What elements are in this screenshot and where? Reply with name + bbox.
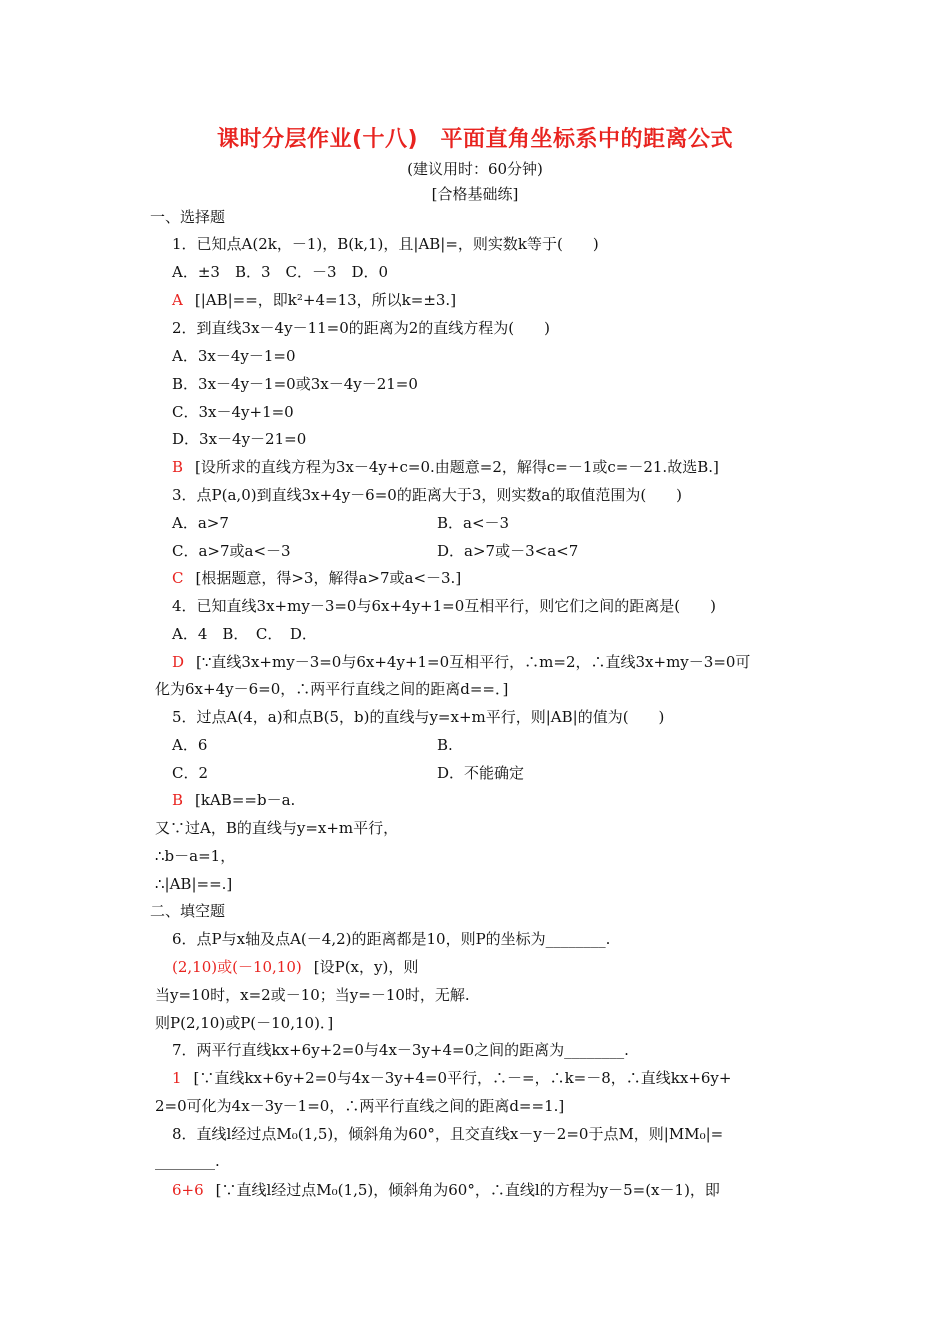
q1-solution-text: [|AB|==，即k²+4=13，所以k=±3.] xyxy=(194,291,457,309)
q7-solution-text-2: 2=0可化为4x－3y－1=0，∴两平行直线之间的距离d==1.] xyxy=(155,1097,565,1115)
q5-solution-text-3: ∴b－a=1， xyxy=(155,847,236,865)
q4-solution-text-1: [∵直线3x+my－3=0与6x+4y+1=0互相平行，∴m=2，∴直线3x+my－3=0可 xyxy=(196,653,751,671)
q2-option-d: D．3x－4y－21=0 xyxy=(172,430,307,448)
q3-solution-text: [根据题意，得>3，解得a>7或a<－3.] xyxy=(195,569,462,587)
q4-solution xyxy=(172,652,750,672)
part-heading-fill: 二、填空题 xyxy=(150,902,226,920)
q3-option-d: D．a>7或－3<a<7 xyxy=(437,542,579,560)
q8-stem-1: 8．直线l经过点M₀(1,5)，倾斜角为60°，且交直线x－y－2=0于点M，则|MM₀|= xyxy=(172,1125,724,1143)
q2-option-c: C．3x－4y+1=0 xyxy=(172,403,294,421)
q4-solution-text-2: 化为6x+4y－6=0，∴两平行直线之间的距离d==．] xyxy=(155,680,509,698)
q8-stem-2: ________. xyxy=(155,1152,220,1170)
q5-answer: B xyxy=(172,791,184,809)
q2-solution xyxy=(172,457,719,477)
q7-solution xyxy=(172,1068,731,1088)
q5-solution xyxy=(172,790,295,810)
q2-solution-text: [设所求的直线方程为3x－4y+c=0.由题意=2，解得c=－1或c=－21.故选B.] xyxy=(195,458,719,476)
q7-stem: 7．两平行直线kx+6y+2=0与4x－3y+4=0之间的距离为________. xyxy=(172,1041,629,1059)
q6-solution xyxy=(172,957,418,977)
q6-solution-text-1: [设P(x，y)，则 xyxy=(313,958,419,976)
part-heading-choice: 一、选择题 xyxy=(150,208,226,226)
q2-stem: 2．到直线3x－4y－11=0的距离为2的直线方程为( ) xyxy=(172,319,551,337)
q4-answer: D xyxy=(172,653,185,671)
q5-option-a: A．6 xyxy=(172,736,208,754)
q6-solution-text-2: 当y=10时，x=2或－10；当y=－10时，无解. xyxy=(155,986,470,1004)
q1-answer: A xyxy=(172,291,183,309)
q5-stem: 5．过点A(4，a)和点B(5，b)的直线与y=x+m平行，则|AB|的值为( ) xyxy=(172,708,665,726)
q5-solution-text-1: [kAB==b－a. xyxy=(195,791,296,809)
q5-option-b: B. xyxy=(437,736,453,754)
q6-solution-text-3: 则P(2,10)或P(－10,10)．] xyxy=(155,1014,334,1032)
q1-options: A．±3 B．3 C．－3 D．0 xyxy=(172,263,389,281)
q8-answer: 6+6 xyxy=(172,1181,204,1199)
q2-option-a: A．3x－4y－1=0 xyxy=(172,347,296,365)
page-title: 课时分层作业(十八) 平面直角坐标系中的距离公式 xyxy=(216,127,734,152)
q2-option-b: B．3x－4y－1=0或3x－4y－21=0 xyxy=(172,375,418,393)
q5-option-c: C．2 xyxy=(172,764,209,782)
time-note: (建议用时：60分钟) xyxy=(407,160,543,178)
q3-stem: 3．点P(a,0)到直线3x+4y－6=0的距离大于3，则实数a的取值范围为( ) xyxy=(172,486,683,504)
q1-stem: 1．已知点A(2k，－1)，B(k,1)，且|AB|=，则实数k等于( ) xyxy=(172,235,599,253)
q3-solution xyxy=(172,568,461,588)
q3-option-a: A．a>7 xyxy=(172,514,229,532)
q2-answer: B xyxy=(172,458,184,476)
q5-solution-text-4: ∴|AB|==.] xyxy=(155,875,233,893)
q5-solution-text-2: 又∵过A，B的直线与y=x+m平行， xyxy=(155,819,399,837)
q8-solution xyxy=(172,1180,720,1200)
q8-solution-text: [∵直线l经过点M₀(1,5)，倾斜角为60°，∴直线l的方程为y－5=(x－1)，即 xyxy=(215,1181,720,1199)
q6-stem: 6．点P与x轴及点A(－4,2)的距离都是10，则P的坐标为________. xyxy=(172,930,611,948)
q3-option-c: C．a>7或a<－3 xyxy=(172,542,291,560)
q7-answer: 1 xyxy=(172,1069,182,1087)
q6-answer: (2,10)或(－10,10) xyxy=(172,958,302,976)
section-label: [合格基础练] xyxy=(431,185,519,203)
q1-solution xyxy=(172,290,456,310)
q3-answer: C xyxy=(172,569,184,587)
q7-solution-text-1: [∵直线kx+6y+2=0与4x－3y+4=0平行，∴－=，∴k=－8，∴直线kx+6y+ xyxy=(193,1069,732,1087)
q5-option-d: D．不能确定 xyxy=(437,764,525,782)
q4-stem: 4．已知直线3x+my－3=0与6x+4y+1=0互相平行，则它们之间的距离是( ) xyxy=(172,597,716,615)
q4-options: A．4 B． C． D． xyxy=(172,625,317,643)
q3-option-b: B．a<－3 xyxy=(437,514,510,532)
